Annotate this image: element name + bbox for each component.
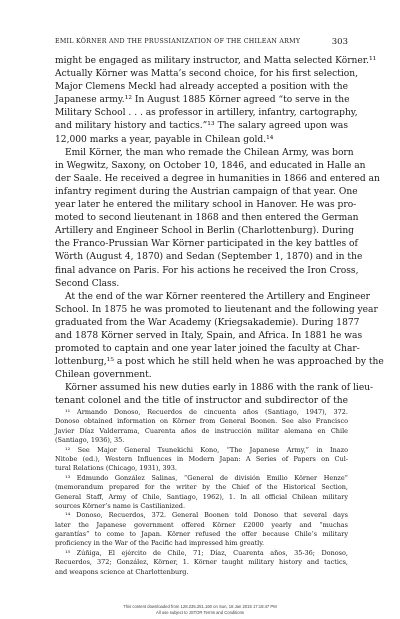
- body-line: and 1878 Körner served in Italy, Spain, and Africa. In 1881 he was: [55, 330, 363, 341]
- running-title: EMIL KÖRNER AND THE PRUSSIANIZATION OF THE CHILEAN ARMY: [55, 38, 301, 45]
- body-text: [55, 55, 384, 409]
- footnote-line: ¹² See Major General Tsunekichi Kono, “The Japanese Army,” in Inazo: [65, 445, 348, 454]
- footnote-line: ¹⁴ Donoso, Recuerdos, 372. General Boonen told Donoso that several days: [65, 511, 348, 520]
- footnote-line: tural Relations (Chicago, 1931), 393.: [55, 464, 177, 473]
- body-line: Körner assumed his new duties early in 1886 with the rank of lieu-: [65, 383, 374, 394]
- footnote-line: and weapons science at Charlottenburg.: [55, 567, 189, 576]
- body-line: der Saale. He received a degree in humanities in 1866 and entered an: [55, 173, 380, 184]
- body-line: Wörth (August 4, 1870) and Sedan (September 1, 1870) and in the: [55, 252, 363, 263]
- body-line: final advance on Paris. For his actions he received the Iron Cross,: [55, 265, 359, 276]
- page-number: 303: [331, 37, 348, 47]
- body-line: Emil Körner, the man who remade the Chilean Army, was born: [65, 147, 354, 158]
- running-header: [55, 38, 348, 50]
- terms-link[interactable]: All use subject to JSTOR Terms and Conditions: [155, 610, 245, 615]
- body-line: School. In 1875 he was promoted to lieutenant and the following year: [55, 304, 378, 315]
- download-notice: This content downloaded from 128.235.251.160 on Sun, 18 Jan 2015 17:18:47 PM: [123, 604, 277, 609]
- body-line: Military School . . . as professor in artillery, infantry, cartography,: [55, 108, 358, 119]
- footnote-line: (memorandum prepared for the writer by the Chief of the Historical Section,: [55, 483, 348, 492]
- body-line: Actually Körner was Matta’s second choice, for his first selection,: [55, 69, 358, 80]
- body-line: Major Clemens Meckl had already accepted a position with the: [55, 82, 348, 93]
- body-line: promoted to captain and one year later joined the faculty at Char-: [55, 344, 360, 355]
- body-line: might be engaged as military instructor, and Matta selected Körner.¹¹: [55, 56, 377, 66]
- footnote-line: General Staff, Army of Chile, Santiago, 1962), 1. In all official Chilean military: [55, 492, 348, 501]
- body-line: tenant colonel and the title of instructor and subdirector of the: [55, 396, 348, 407]
- footnote-line: Javier Díaz Valderrama, Cuarenta años de instrucción militar alemana en Chile: [55, 426, 348, 435]
- body-line: graduated from the War Academy (Kriegsakademie). During 1877: [55, 317, 360, 328]
- footnote-line: Recuerdos, 372; González, Körner, 1. Körner taught military history and tactics,: [55, 558, 348, 567]
- footnote-line: ¹³ Edmundo González Salinas, “General de división Emilio Körner Henze”: [65, 473, 348, 482]
- body-line: in Wegwitz, Saxony, on October 10, 1846, and educated in Halle an: [55, 160, 366, 171]
- body-line: lottenburg,¹⁵ a post which he still held when he was approached by the: [55, 357, 384, 368]
- footnote-line: ¹⁵ Zúñiga, El ejército de Chile, 71; Díaz, Cuarenta años, 35-36; Donoso,: [65, 548, 348, 557]
- footnotes: [55, 408, 348, 577]
- body-line: Chilean government.: [55, 370, 152, 381]
- footnote-line: ¹¹ Armando Donoso, Recuerdos de cincuenta años (Santiago, 1947), 372.: [65, 408, 348, 416]
- footnote-line: sources Körner’s name is Castilianized.: [55, 501, 186, 510]
- footnote-line: Nitobe (ed.), Western Influences in Modern Japan: A Series of Papers on Cul-: [55, 454, 348, 463]
- body-line: Japanese army.¹² In August 1885 Körner agreed “to serve in the: [55, 95, 350, 106]
- footnote-line: garantías” to come to Japan. Körner refused the offer because Chile’s military: [55, 530, 348, 539]
- body-line: year later he entered the military school in Hanover. He was pro-: [55, 200, 357, 211]
- body-line: Artillery and Engineer School in Berlin (Charlottenburg). During: [55, 226, 355, 237]
- footnote-line: Donoso obtained information on Körner from General Boonen. See also Francisco: [55, 417, 348, 426]
- body-line: infantry regiment during the Austrian campaign of that year. One: [55, 186, 358, 197]
- body-line: Second Class.: [55, 278, 120, 289]
- body-line: and military history and tactics.”¹³ The salary agreed upon was: [55, 121, 348, 132]
- body-line: 12,000 marks a year, payable in Chilean gold.¹⁴: [55, 134, 274, 145]
- footnote-line: (Santiago, 1936), 35.: [55, 436, 125, 445]
- body-line: moted to second lieutenant in 1868 and then entered the German: [55, 213, 359, 224]
- body-line: the Franco-Prussian War Körner participated in the key battles of: [55, 239, 358, 250]
- body-line: At the end of the war Körner reentered the Artillery and Engineer: [65, 291, 370, 302]
- footnote-line: later the Japanese government offered Körner £2000 yearly and “muchas: [55, 520, 348, 529]
- footnote-line: proficiency in the War of the Pacific had impressed him greatly.: [55, 539, 265, 548]
